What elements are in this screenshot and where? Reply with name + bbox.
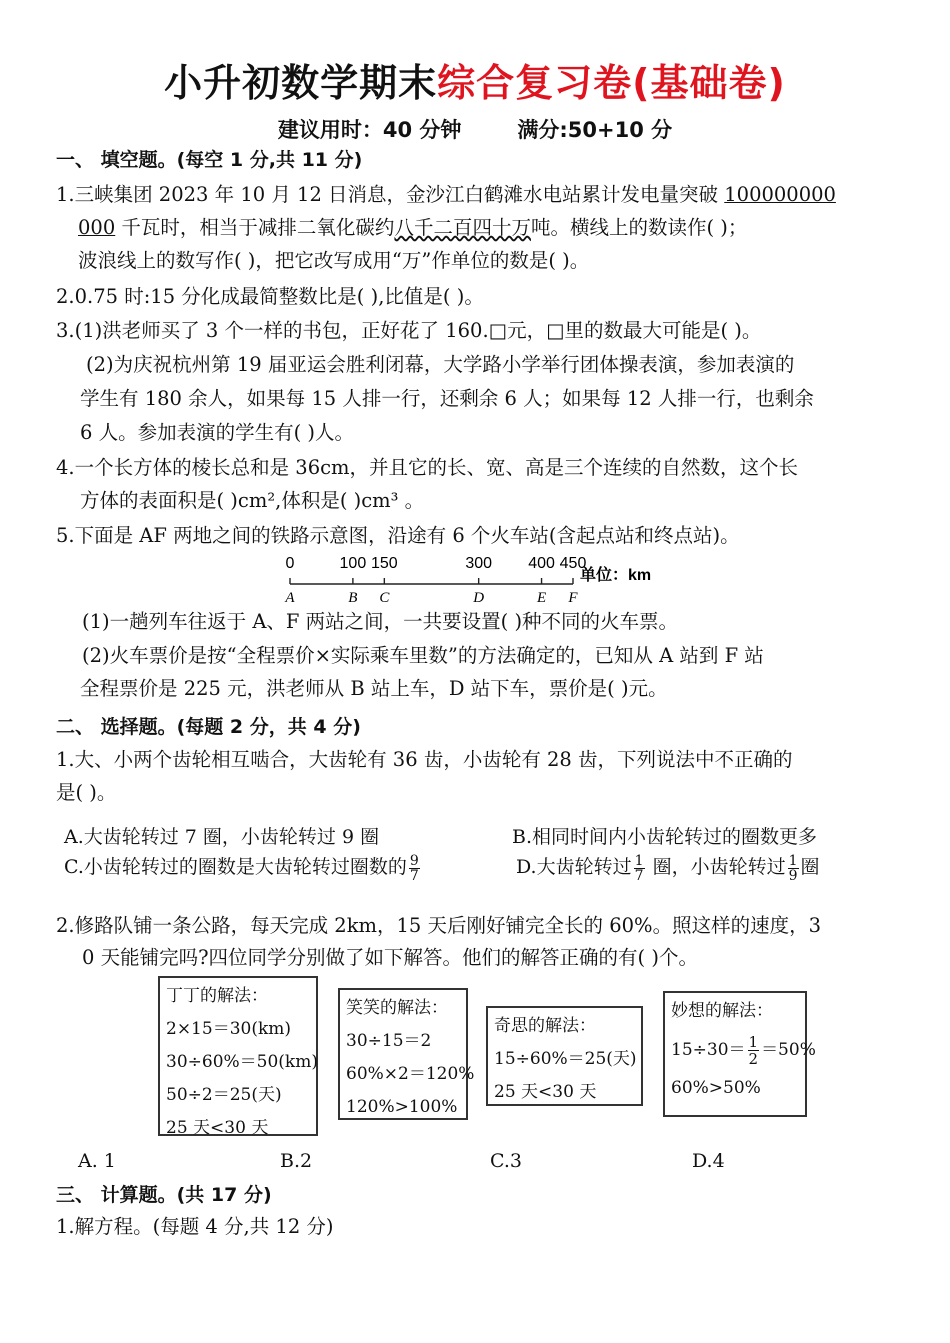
s2-q1-option-c <box>64 852 422 883</box>
q1-underlined-number: 100000000 <box>724 183 836 206</box>
solution-title: 奇思的解法： <box>494 1016 596 1036</box>
solution-step: 30÷60%＝50(km) <box>166 1052 318 1072</box>
station-km-label-E: 400 <box>528 555 555 572</box>
q3-1: 3.(1)洪老师买了 3 个一样的书包，正好花了 160.□元，□里的数最大可能是( )。 <box>56 319 762 342</box>
solution-step: 30÷15＝2 <box>346 1031 432 1051</box>
q1-underlined-number-end: 000 <box>78 216 116 239</box>
s2-q1-option-a: A.大齿轮转过 7 圈，小齿轮转过 9 圈 <box>64 826 380 848</box>
s2-q1-option-d <box>516 852 820 883</box>
s2-q1-option-b: B.相同时间内小齿轮转过的圈数更多 <box>512 826 818 848</box>
q2: 2.0.75 时:15 分化成最简整数比是( ),比值是( )。 <box>56 285 484 308</box>
solution-step: 120%>100% <box>346 1097 458 1117</box>
q1-text: 1.三峡集团 2023 年 10 月 12 日消息，金沙江白鹤滩水电站累计发电量突破 <box>56 183 725 206</box>
q1-line2 <box>78 213 747 243</box>
section2-heading: 二、 选择题。(每题 2 分，共 4 分) <box>56 716 361 738</box>
s2-q2-line1: 2.修路队铺一条公路，每天完成 2km，15 天后刚好铺完全长的 60%。照这样的速度，3 <box>56 914 821 937</box>
station-name-D: D <box>473 590 485 606</box>
s2-q1-line1: 1.大、小两个齿轮相互啮合，大齿轮有 36 齿，小齿轮有 28 齿，下列说法中不正确的 <box>56 748 793 771</box>
solution-step: 60%×2＝120% <box>346 1064 475 1084</box>
option-d-text1: D.大齿轮转过 <box>516 856 632 878</box>
station-km-label-C: 150 <box>370 555 398 572</box>
s3-q1: 1.解方程。(每题 4 分,共 12 分) <box>56 1215 334 1238</box>
q5-2-line2: 全程票价是 225 元，洪老师从 B 站上车，D 站下车，票价是( )元。 <box>80 677 668 700</box>
s2-q2-choice-c: C.3 <box>490 1150 522 1172</box>
solution-step: 60%>50% <box>671 1078 761 1098</box>
station-name-C: C <box>379 590 390 606</box>
exam-info <box>0 114 950 144</box>
q1-line1 <box>56 180 836 210</box>
step-text: ＝50% <box>761 1040 816 1060</box>
section1-heading: 一、 填空题。(每空 1 分,共 11 分) <box>56 149 363 171</box>
solution-box-xiaoxiao <box>338 988 475 1120</box>
option-d-text2: 圈，小齿轮转过 <box>646 856 786 878</box>
q5: 5.下面是 AF 两地之间的铁路示意图，沿途有 6 个火车站(含起点站和终点站)。 <box>56 524 740 547</box>
solution-step <box>671 1028 816 1072</box>
station-name-E: E <box>536 590 547 606</box>
solution-box-dingding <box>158 976 318 1136</box>
station-km-label-D: 300 <box>465 555 493 572</box>
solution-step: 25 天<30 天 <box>494 1082 597 1102</box>
solution-title: 妙想的解法： <box>671 1001 773 1021</box>
solution-step: 50÷2＝25(天) <box>166 1085 282 1105</box>
solution-step: 25 天<30 天 <box>166 1118 269 1138</box>
railway-diagram <box>270 548 710 606</box>
title-part1: 小升初数学期末 <box>164 61 438 105</box>
page-title <box>0 52 950 107</box>
frac-numerator: 1 <box>748 1033 759 1051</box>
frac-numerator: 1 <box>788 852 798 869</box>
frac-numerator: 1 <box>634 852 644 869</box>
step-text: 15÷30＝ <box>671 1040 746 1060</box>
frac-denominator: 7 <box>634 867 644 884</box>
s2-q2-choice-a: A. 1 <box>78 1150 116 1172</box>
title-part2: 综合复习卷(基础卷) <box>437 61 786 105</box>
s2-q1-line2: 是( )。 <box>56 781 117 804</box>
solution-box-miaoxiang <box>663 991 816 1117</box>
option-d-text3: 圈 <box>800 856 820 878</box>
solution-step: 2×15＝30(km) <box>166 1019 292 1039</box>
railway-unit: 单位：km <box>580 567 652 584</box>
section3-heading: 三、 计算题。(共 17 分) <box>56 1184 272 1206</box>
station-name-A: A <box>285 590 295 606</box>
q4-line1: 4.一个长方体的棱长总和是 36cm，并且它的长、宽、高是三个连续的自然数，这个长 <box>56 456 799 479</box>
s2-q2-choice-b: B.2 <box>280 1150 313 1172</box>
full-score: 满分:50+10 分 <box>517 118 673 142</box>
q1-text3: 吨。横线上的数读作( )； <box>530 216 748 239</box>
station-km-label-A: 0 <box>285 555 295 572</box>
q5-2-line1: (2)火车票价是按“全程票价×实际乘车里数”的方法确定的，已知从 A 站到 F 站 <box>82 644 764 667</box>
q5-1: (1)一趟列车往返于 A、F 两站之间，一共要设置( )种不同的火车票。 <box>82 610 679 633</box>
q3-2-line1: (2)为庆祝杭州第 19 届亚运会胜利闭幕，大学路小学举行团体操表演，参加表演的 <box>86 353 795 376</box>
q1-text2: 千瓦时，相当于减排二氧化碳约 <box>115 216 395 239</box>
q1-wavy-number: 八千二百四十万 <box>394 216 531 239</box>
station-km-label-F: 450 <box>559 555 587 572</box>
fraction-1-7 <box>634 854 645 883</box>
fraction-1-2 <box>748 1034 760 1067</box>
s2-q2-line2: 0 天能铺完吗?四位同学分别做了如下解答。他们的解答正确的有( )个。 <box>82 946 698 969</box>
q3-2-line3: 6 人。参加表演的学生有( )人。 <box>80 421 355 444</box>
fraction-1-9 <box>788 854 799 883</box>
q1-line3: 波浪线上的数写作( )，把它改写成用“万”作单位的数是( )。 <box>78 249 590 272</box>
frac-denominator: 7 <box>409 867 419 884</box>
q4-line2: 方体的表面积是( )cm²,体积是( )cm³ 。 <box>80 489 425 512</box>
solution-box-qisi <box>486 1006 643 1106</box>
frac-numerator: 9 <box>409 852 419 869</box>
station-km-label-B: 100 <box>339 555 367 572</box>
frac-denominator: 2 <box>748 1050 759 1068</box>
solution-title: 丁丁的解法： <box>166 986 268 1006</box>
option-c-text: C.小齿轮转过的圈数是大齿轮转过圈数的 <box>64 856 407 878</box>
s2-q2-choice-d: D.4 <box>692 1150 725 1172</box>
station-name-B: B <box>348 590 358 606</box>
frac-denominator: 9 <box>788 867 798 884</box>
time-limit: 建议用时：40 分钟 <box>277 118 462 142</box>
solution-title: 笑笑的解法： <box>346 998 448 1018</box>
station-name-F: F <box>568 590 578 606</box>
fraction-9-7 <box>409 854 420 883</box>
q3-2-line2: 学生有 180 余人，如果每 15 人排一行，还剩余 6 人；如果每 12 人排一行，也剩余 <box>80 387 814 410</box>
solution-step: 15÷60%＝25(天) <box>494 1049 637 1069</box>
